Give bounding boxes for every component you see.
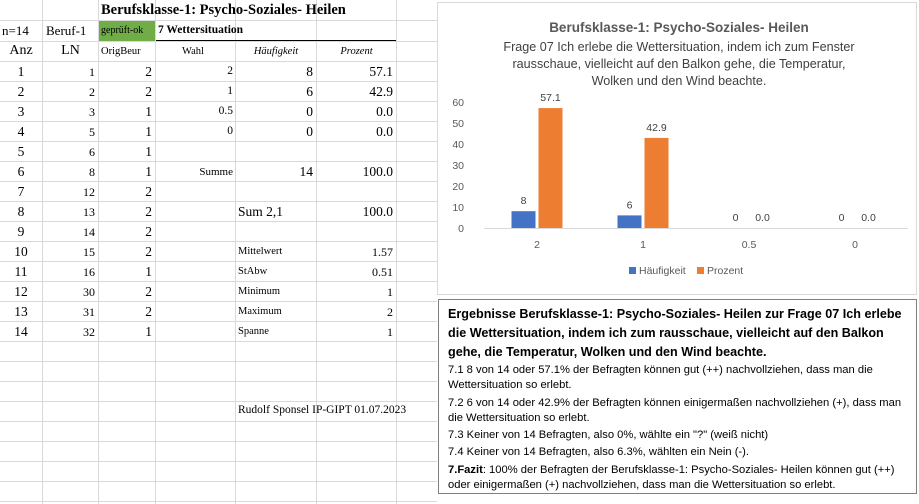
ln-cell[interactable]: 5: [89, 125, 95, 139]
gridline: [396, 0, 397, 504]
origbeur-cell[interactable]: 2: [145, 204, 152, 219]
result-fazit: [448, 463, 908, 494]
gridline: [0, 341, 437, 342]
ln-cell[interactable]: 14: [83, 225, 95, 239]
ln-cell[interactable]: 15: [83, 245, 95, 259]
ln-cell[interactable]: 32: [83, 325, 95, 339]
anz-cell[interactable]: 10: [14, 244, 28, 259]
gridline: [0, 421, 437, 422]
summe-haeufigkeit-cell[interactable]: 14: [299, 164, 313, 179]
origbeur-cell[interactable]: 2: [145, 84, 152, 99]
y-tick-label: 20: [452, 181, 464, 193]
anz-cell[interactable]: 7: [17, 184, 25, 199]
prozent-cell[interactable]: 42.9: [369, 84, 393, 99]
prozent-cell[interactable]: 57.1: [369, 64, 393, 79]
summe-label[interactable]: Summe: [199, 166, 233, 178]
question-label[interactable]: 7 Wettersituation: [158, 24, 244, 36]
chart-subtitle-line: Wolken und den Wind beachte.: [591, 74, 767, 88]
gridline: [0, 81, 437, 82]
column-header-ln[interactable]: LN: [61, 43, 80, 58]
gridline: [0, 321, 437, 322]
wahl-cell[interactable]: 2: [227, 65, 233, 77]
stat-value[interactable]: 1: [387, 285, 393, 299]
ln-cell[interactable]: 16: [83, 265, 95, 279]
plot-area: [452, 92, 908, 251]
origbeur-cell[interactable]: 1: [145, 264, 152, 279]
anz-cell[interactable]: 6: [17, 164, 25, 179]
column-header-origbeur[interactable]: OrigBeur: [101, 46, 141, 57]
chart-svg: [438, 3, 918, 296]
anz-cell[interactable]: 3: [17, 104, 25, 119]
stat-value[interactable]: 1.57: [372, 245, 393, 259]
anz-cell[interactable]: 2: [17, 84, 25, 99]
chart-subtitle-line: Frage 07 Ich erlebe die Wettersituation, indem ich zum Fenster: [503, 40, 855, 54]
stat-label[interactable]: Maximum: [238, 306, 282, 317]
anz-cell[interactable]: 1: [17, 64, 25, 79]
wahl-cell[interactable]: 0: [227, 125, 233, 137]
fazit-label: 7.Fazit: [448, 463, 483, 476]
origbeur-cell[interactable]: 1: [145, 124, 152, 139]
stat-value[interactable]: 2: [387, 305, 393, 319]
chart-title: Berufsklasse-1: Psycho-Soziales- Heilen: [549, 20, 809, 35]
status-badge: geprüft-ok: [101, 25, 144, 36]
data-label: 0: [838, 212, 845, 224]
results-heading: Ergebnisse Berufsklasse-1: Psycho-Soziales- Heilen zur Frage 07 Ich erlebe die Wettersituation, indem ich zum rausschaue, vielleicht auf den Balkon gehe, die Temperatur, Wolken und den Wind beachte.: [448, 307, 902, 359]
gridline: [0, 361, 437, 362]
gridline: [0, 301, 437, 302]
y-tick-label: 60: [452, 97, 464, 109]
ln-cell[interactable]: 6: [89, 145, 95, 159]
legend-label-prozent: Prozent: [707, 265, 744, 277]
haeufigkeit-cell[interactable]: 8: [306, 64, 313, 79]
anz-cell[interactable]: 5: [17, 144, 25, 159]
anz-cell[interactable]: 14: [14, 324, 28, 339]
ln-cell[interactable]: 1: [89, 65, 95, 79]
ln-cell[interactable]: 3: [89, 105, 95, 119]
legend-swatch-haeufigkeit: [629, 267, 636, 274]
gridline: [0, 181, 437, 182]
origbeur-cell[interactable]: 2: [145, 64, 152, 79]
x-tick-label: 0: [852, 239, 858, 251]
anz-cell[interactable]: 8: [17, 204, 25, 219]
gridline: [0, 41, 437, 42]
gridline: [0, 121, 437, 122]
gridline: [0, 201, 437, 202]
gridline: [0, 20, 437, 21]
origbeur-cell[interactable]: 2: [145, 184, 152, 199]
sum21-value-cell[interactable]: 100.0: [362, 204, 393, 219]
data-label: 0.0: [861, 212, 876, 224]
x-tick-label: 0.5: [741, 239, 757, 251]
ln-cell[interactable]: 8: [89, 165, 95, 179]
y-tick-label: 0: [458, 223, 464, 235]
anz-cell[interactable]: 9: [17, 224, 25, 239]
bar-haeufigkeit: [618, 215, 642, 228]
ln-cell[interactable]: 31: [83, 305, 95, 319]
gridline: [0, 61, 437, 62]
x-tick-label: 2: [534, 239, 540, 251]
haeufigkeit-cell[interactable]: 6: [306, 84, 313, 99]
ln-cell[interactable]: 12: [83, 185, 95, 199]
anz-cell[interactable]: 12: [14, 284, 28, 299]
header-underline: [156, 40, 396, 41]
legend: [629, 265, 743, 277]
gridline: [0, 141, 437, 142]
y-tick-label: 10: [452, 202, 464, 214]
origbeur-cell[interactable]: 2: [145, 224, 152, 239]
n-count-cell[interactable]: n=14: [2, 23, 29, 38]
results-textbox[interactable]: [438, 299, 917, 494]
origbeur-cell[interactable]: 1: [145, 144, 152, 159]
gridline: [0, 481, 437, 482]
column-header-anz[interactable]: Anz: [9, 43, 33, 58]
gridline: [0, 221, 437, 222]
haeufigkeit-cell[interactable]: 0: [306, 104, 313, 119]
stat-label[interactable]: Spanne: [238, 326, 269, 337]
origbeur-cell[interactable]: 2: [145, 304, 152, 319]
gridline: [0, 441, 437, 442]
origbeur-cell[interactable]: 1: [145, 104, 152, 119]
data-label: 57.1: [540, 92, 561, 105]
gridline: [0, 261, 437, 262]
legend-label-haeufigkeit: Häufigkeit: [639, 265, 686, 277]
gridline: [0, 381, 437, 382]
fazit-text: : 100% der Befragten der Berufsklasse-1: Psycho-Soziales- Heilen können gut (++) oder einigermaßen (+) nachvollziehen, dass man die Wettersituation so erlebt.: [448, 463, 895, 492]
result-line: 7.2 6 von 14 oder 42.9% der Befragten können einigermaßen nachvollziehen (+), dass man die Wettersituation so erlebt.: [448, 396, 902, 424]
author-credit[interactable]: Rudolf Sponsel IP-GIPT 01.07.2023: [238, 404, 407, 416]
y-tick-label: 30: [452, 160, 464, 172]
gridline: [0, 461, 437, 462]
column-header-haeufigkeit[interactable]: Häufigkeit: [253, 46, 299, 57]
summe-prozent-cell[interactable]: 100.0: [362, 164, 393, 179]
stat-label[interactable]: Minimum: [238, 286, 281, 297]
y-tick-label: 40: [452, 139, 464, 151]
chart-subtitle-line: rausschaue, vielleicht auf den Balkon gehe, die Temperatur,: [512, 57, 846, 71]
wahl-cell[interactable]: 0.5: [218, 105, 233, 117]
y-tick-label: 50: [452, 118, 464, 130]
origbeur-cell[interactable]: 1: [145, 324, 152, 339]
data-label: 0: [732, 212, 739, 224]
gridline: [0, 241, 437, 242]
gridline: [0, 501, 437, 502]
wahl-cell[interactable]: 1: [227, 85, 233, 97]
gridline: [0, 101, 437, 102]
prozent-cell[interactable]: 0.0: [376, 104, 393, 119]
origbeur-cell[interactable]: 2: [145, 244, 152, 259]
anz-cell[interactable]: 4: [17, 124, 25, 139]
data-label: 0.0: [755, 212, 770, 224]
ln-cell[interactable]: 13: [83, 205, 95, 219]
column-header-wahl[interactable]: Wahl: [182, 46, 204, 57]
gridline: [0, 161, 437, 162]
origbeur-cell[interactable]: 1: [145, 164, 152, 179]
ln-cell[interactable]: 2: [89, 85, 95, 99]
bar-haeufigkeit: [512, 211, 536, 228]
stat-value[interactable]: 1: [387, 325, 393, 339]
anz-cell[interactable]: 13: [14, 304, 28, 319]
result-line: 7.3 Keiner von 14 Befragten, also 0%, wählte ein "?" (weiß nicht): [448, 429, 769, 442]
prozent-cell[interactable]: 0.0: [376, 124, 393, 139]
stat-value[interactable]: 0.51: [372, 265, 393, 279]
data-label: 6: [626, 199, 633, 212]
stat-label[interactable]: Mittelwert: [238, 246, 283, 257]
ln-cell[interactable]: 30: [83, 285, 95, 299]
x-tick-label: 1: [640, 239, 646, 251]
data-label: 42.9: [646, 121, 667, 134]
anz-cell[interactable]: 11: [14, 264, 28, 279]
result-line: 7.1 8 von 14 oder 57.1% der Befragten können gut (++) nachvollziehen, dass man die Wettersituation so erlebt.: [448, 364, 873, 392]
sheet-title[interactable]: Berufsklasse-1: Psycho-Soziales- Heilen: [101, 2, 346, 18]
bar-prozent: [645, 138, 669, 228]
result-line: 7.4 Keiner von 14 Befragten, also 6.3%, wählten ein Nein (-).: [448, 446, 749, 459]
data-label: 8: [520, 195, 527, 208]
sum21-label[interactable]: Sum 2,1: [238, 204, 284, 219]
origbeur-cell[interactable]: 2: [145, 284, 152, 299]
stat-label[interactable]: StAbw: [238, 266, 268, 277]
gridline: [0, 281, 437, 282]
column-header-prozent[interactable]: Prozent: [340, 46, 373, 57]
bar-chart[interactable]: [437, 2, 917, 295]
group-label-cell[interactable]: Beruf-1: [46, 23, 87, 38]
bar-prozent: [539, 108, 563, 228]
gridline: [0, 401, 437, 402]
haeufigkeit-cell[interactable]: 0: [306, 124, 313, 139]
legend-swatch-prozent: [697, 267, 704, 274]
